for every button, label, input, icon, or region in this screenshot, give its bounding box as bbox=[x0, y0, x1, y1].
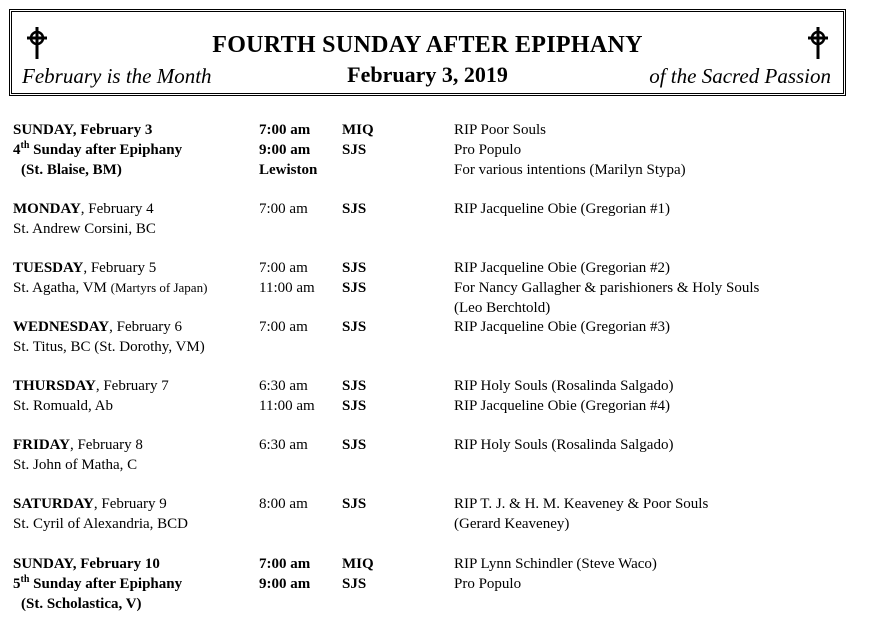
mass-time: 6:30 am bbox=[259, 437, 308, 453]
mass-time: 9:00 am bbox=[259, 576, 311, 592]
feast-name: 5th Sunday after Epiphany bbox=[13, 574, 183, 592]
month-dedication-left: February is the Month bbox=[22, 64, 212, 88]
day-heading: MONDAY, February 4 bbox=[13, 201, 154, 217]
day-heading: FRIDAY, February 8 bbox=[13, 437, 143, 453]
mass-time: 6:30 am bbox=[259, 378, 308, 394]
saint-commemoration: (St. Scholastica, V) bbox=[21, 596, 142, 612]
mass-time: 8:00 am bbox=[259, 496, 308, 512]
mass-intention: Pro Populo bbox=[454, 142, 522, 158]
saint-commemoration: (St. Blaise, BM) bbox=[21, 162, 122, 178]
mass-intention-continued: (Gerard Keaveney) bbox=[454, 516, 570, 532]
mass-location: MIQ bbox=[342, 556, 374, 572]
day-heading: WEDNESDAY, February 6 bbox=[13, 319, 183, 335]
page-title: FOURTH SUNDAY AFTER EPIPHANY bbox=[212, 32, 643, 58]
saint-of-day: St. Cyril of Alexandria, BCD bbox=[13, 516, 188, 532]
mass-location: SJS bbox=[342, 437, 367, 453]
mass-intention-continued: (Leo Berchtold) bbox=[454, 300, 551, 316]
mass-intention: RIP Poor Souls bbox=[454, 122, 546, 138]
mass-location: SJS bbox=[342, 576, 367, 592]
mass-location: SJS bbox=[342, 201, 367, 217]
mass-intention: RIP Jacqueline Obie (Gregorian #4) bbox=[454, 398, 671, 414]
mass-time: 11:00 am bbox=[259, 398, 315, 414]
day-heading: SUNDAY, February 10 bbox=[13, 556, 160, 572]
mass-intention: RIP Jacqueline Obie (Gregorian #2) bbox=[454, 260, 671, 276]
day-heading: THURSDAY, February 7 bbox=[13, 378, 169, 394]
mass-location: MIQ bbox=[342, 122, 374, 138]
saint-of-day: St. Titus, BC (St. Dorothy, VM) bbox=[13, 339, 205, 355]
bulletin-date: February 3, 2019 bbox=[347, 62, 508, 87]
saint-of-day: St. John of Matha, C bbox=[13, 457, 138, 473]
day-heading: TUESDAY, February 5 bbox=[13, 260, 157, 276]
mass-location: SJS bbox=[342, 319, 367, 335]
mass-time: Lewiston bbox=[259, 162, 318, 178]
feast-name: 4th Sunday after Epiphany bbox=[13, 140, 183, 158]
mass-time: 7:00 am bbox=[259, 319, 308, 335]
saint-of-day: St. Andrew Corsini, BC bbox=[13, 221, 156, 237]
mass-intention: RIP Jacqueline Obie (Gregorian #1) bbox=[454, 201, 671, 217]
mass-intention: Pro Populo bbox=[454, 576, 522, 592]
day-heading: SUNDAY, February 3 bbox=[13, 122, 153, 138]
mass-time: 11:00 am bbox=[259, 280, 315, 296]
mass-intention: RIP Jacqueline Obie (Gregorian #3) bbox=[454, 319, 671, 335]
mass-time: 7:00 am bbox=[259, 201, 308, 217]
mass-time: 7:00 am bbox=[259, 122, 311, 138]
mass-location: SJS bbox=[342, 398, 367, 414]
mass-intention: For various intentions (Marilyn Stypa) bbox=[454, 162, 686, 178]
mass-intention: RIP T. J. & H. M. Keaveney & Poor Souls bbox=[454, 496, 709, 512]
mass-location: SJS bbox=[342, 496, 367, 512]
mass-time: 9:00 am bbox=[259, 142, 311, 158]
month-dedication-right: of the Sacred Passion bbox=[649, 64, 831, 88]
mass-intention: For Nancy Gallagher & parishioners & Holy Souls bbox=[454, 280, 760, 296]
mass-location: SJS bbox=[342, 280, 367, 296]
day-heading: SATURDAY, February 9 bbox=[13, 496, 167, 512]
mass-time: 7:00 am bbox=[259, 260, 308, 276]
mass-intention: RIP Holy Souls (Rosalinda Salgado) bbox=[454, 378, 674, 394]
mass-time: 7:00 am bbox=[259, 556, 311, 572]
mass-location: SJS bbox=[342, 378, 367, 394]
mass-location: SJS bbox=[342, 260, 367, 276]
mass-intention: RIP Holy Souls (Rosalinda Salgado) bbox=[454, 437, 674, 453]
saint-of-day: St. Agatha, VM (Martyrs of Japan) bbox=[13, 280, 208, 296]
mass-location: SJS bbox=[342, 142, 367, 158]
saint-of-day: St. Romuald, Ab bbox=[13, 398, 114, 414]
mass-intention: RIP Lynn Schindler (Steve Waco) bbox=[454, 556, 657, 572]
